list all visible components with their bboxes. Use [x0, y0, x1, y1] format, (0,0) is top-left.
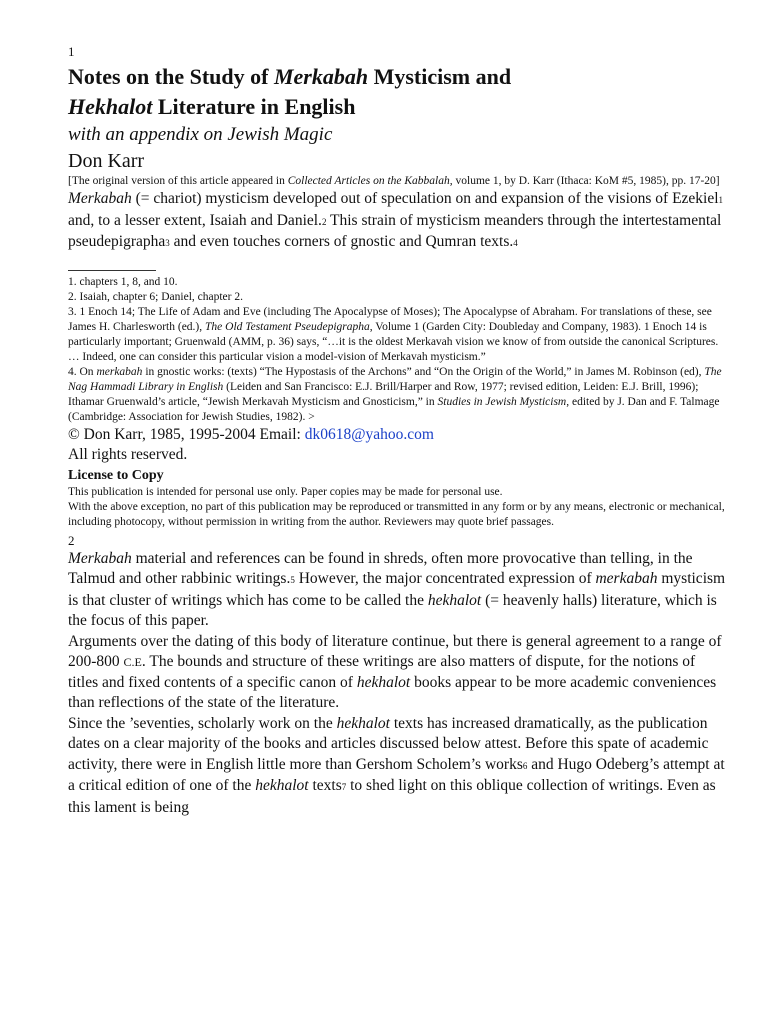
footnote-text: 4. On: [68, 365, 97, 378]
term-merkabah: Merkabah: [68, 549, 132, 567]
footnote-ref[interactable]: 6: [522, 760, 528, 771]
page-number: 1: [68, 44, 75, 59]
body-text: texts has increased dramatically, as the publication dates on a clear majority of the books and articles discussed below attest. Before this spate of academic activity, there were in English little more than Gershom Scholem’s works: [68, 714, 709, 773]
footnote-term: merkabah: [96, 365, 143, 378]
body-text: . The bounds and structure of these writings are also matters of dispute, for the notions of titles and fixed contents of a specific canon of: [68, 653, 696, 691]
footnote-book-title: Studies in Jewish Mysticism: [437, 395, 567, 408]
footnote-ref[interactable]: 1: [718, 195, 724, 205]
footnote-ref[interactable]: 5: [290, 575, 295, 585]
term-merkabah: merkabah: [595, 570, 658, 587]
title-merkabah: Merkabah: [273, 64, 369, 89]
footnote-text: (Leiden and San Francisco: E.J. Brill/Harper and Row, 1977; revised edition, Leiden: E.J. Brill, 1996); Ithamar Gruenwald’s article, “Jewish Merkavah Mysticism and Gnosticism,” in: [68, 380, 699, 408]
body-text: and even touches corners of gnostic and Qumran texts.: [169, 233, 514, 250]
page-content: [68, 44, 728, 818]
note-text: [The original version of this article appeared in: [68, 175, 288, 187]
body-paragraph-3: [68, 714, 728, 819]
copyright-text: © Don Karr, 1985, 1995-2004 Email:: [68, 425, 305, 443]
footnotes: [68, 275, 728, 425]
intro-paragraph: [68, 189, 728, 254]
body-text: and Hugo Odeberg’s attempt at a critical edition of one of the: [68, 755, 725, 794]
body-text: books appear to be more academic conveniences than reflections of the state of the literature.: [68, 673, 717, 711]
term-hekhalot: hekhalot: [356, 673, 411, 691]
note-book-title: Collected Articles on the Kabbalah,: [287, 175, 453, 187]
title-text: Literature in English: [152, 94, 356, 119]
rights-reserved: All rights reserved.: [68, 446, 188, 463]
article-title: [68, 62, 728, 122]
body-text: However, the major concentrated expression of: [294, 570, 596, 587]
footnote-ref[interactable]: 2: [321, 216, 327, 227]
body-text: (= heavenly halls) literature, which is the focus of this paper.: [68, 591, 717, 629]
title-text: Notes on the Study of: [68, 64, 274, 89]
footnote-ref[interactable]: 7: [341, 782, 347, 792]
footnote-book-title: The Old Testament Pseudepigrapha: [205, 320, 370, 333]
footnote-1: 1. chapters 1, 8, and 10.: [68, 275, 178, 288]
term-hekhalot: hekhalot: [255, 777, 309, 794]
footnote-divider: [68, 270, 156, 271]
body-text: Arguments over the dating of this body of literature continue, but there is general agreement to a range of 200-800: [68, 632, 722, 670]
footnote-text: , edited by J. Dan and F. Talmage (Cambridge: Association for Jewish Studies, 1982). >: [68, 395, 720, 423]
body-text: and, to a lesser extent, Isaiah and Daniel.: [68, 211, 322, 229]
title-text: Mysticism and: [368, 64, 512, 89]
article-subtitle: with an appendix on Jewish Magic: [68, 124, 333, 145]
term-hekhalot: hekhalot: [427, 591, 482, 609]
footnote-text: , Volume 1 (Garden City: Doubleday and Company, 1983). 1 Enoch 14 is particularly important; Gruenwald (AMM, p. 36) says, “…it is the oldest Merkavah vision we know of from outside the canonical Scriptures. … Indeed, one can consider this particular vision a model-vision of Merkavah mysticism.”: [68, 320, 719, 363]
body-paragraph-2: [68, 632, 728, 714]
title-hekhalot: Hekhalot: [68, 94, 153, 119]
footnote-ref[interactable]: 4: [513, 238, 518, 248]
license-paragraph-1: This publication is intended for personal use only. Paper copies may be made for personal use.: [68, 485, 503, 498]
footnote-4: [68, 365, 728, 425]
footnote-2: 2. Isaiah, chapter 6; Daniel, chapter 2.: [68, 290, 243, 303]
original-version-note: [68, 174, 728, 189]
footnote-book-title: The Nag Hammadi Library in English: [68, 365, 722, 393]
body-text: Since the ’seventies, scholarly work on the: [68, 714, 337, 732]
body-text: texts: [308, 777, 342, 794]
era-abbreviation: C.E: [123, 655, 142, 669]
body-text: (= chariot) mysticism developed out of speculation on and expansion of the visions of Ezekiel: [131, 190, 719, 207]
footnote-text: in gnostic works: (texts) “The Hypostasis of the Archons” and “On the Origin of the World,” in James M. Robinson (ed),: [142, 365, 705, 378]
body-text: material and references can be found in shreds, often more provocative than telling, in the Talmud and other rabbinic writings.: [68, 549, 693, 587]
license-paragraph-2: With the above exception, no part of this publication may be reproduced or transmitted in any form or by any means, electronic or mechanical, including photocopy, without permission in writing from the author. Reviewers may quote brief passages.: [68, 500, 725, 528]
copyright-line: [68, 425, 728, 446]
page-number: 2: [68, 532, 75, 548]
footnote-3: [68, 305, 728, 365]
body-text: This strain of mysticism meanders through the intertestamental pseudepigrapha: [68, 211, 722, 250]
body-paragraph-1: [68, 549, 728, 632]
term-hekhalot: hekhalot: [336, 714, 390, 732]
note-text: volume 1, by D. Karr (Ithaca: KoM #5, 1985), pp. 17-20]: [452, 175, 720, 187]
license-heading: License to Copy: [68, 467, 164, 483]
author-name: Don Karr: [68, 150, 145, 172]
body-text: mysticism is that cluster of writings which has come to be called the: [68, 570, 726, 609]
footnote-text: 3. 1 Enoch 14; The Life of Adam and Eve (including The Apocalypse of Moses); The Apocalypse of Abraham. For translations of these, see James H. Charlesworth (ed.),: [68, 305, 712, 333]
body-text: to shed light on this oblique collection of writings. Even as this lament is being: [68, 777, 716, 816]
term-merkabah: Merkabah: [68, 190, 132, 207]
footnote-ref[interactable]: 3: [165, 238, 170, 248]
email-link[interactable]: dk0618@yahoo.com: [304, 425, 434, 443]
